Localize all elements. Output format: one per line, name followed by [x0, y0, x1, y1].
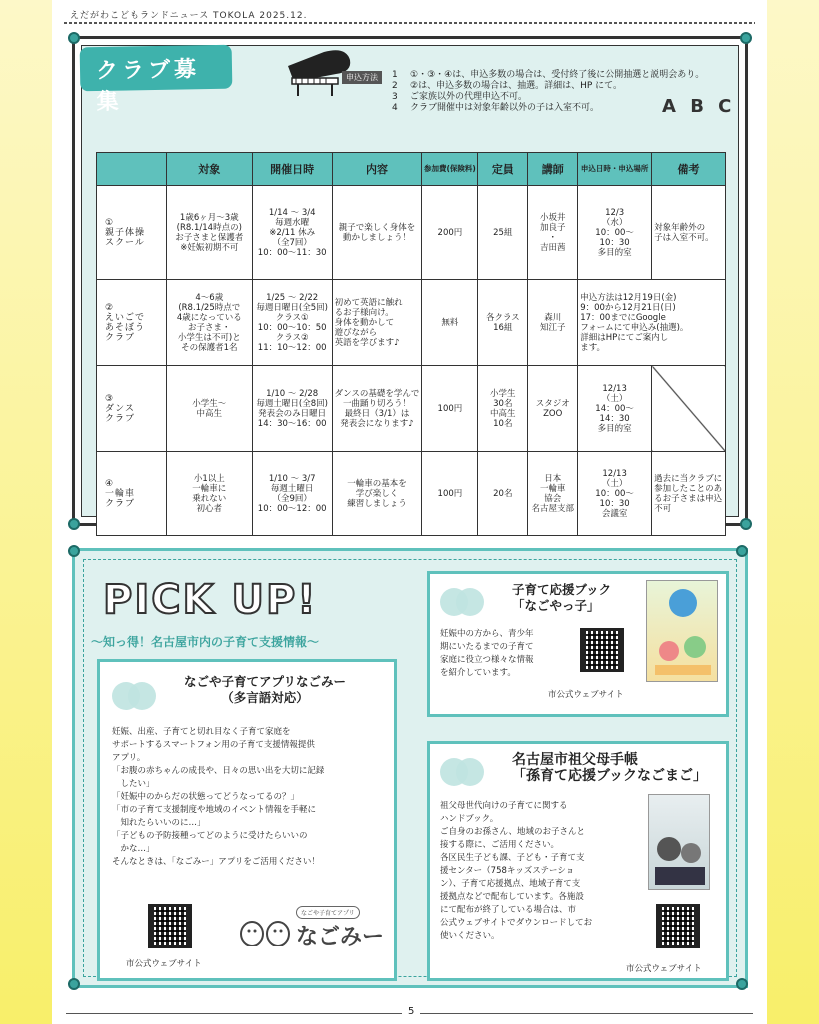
left-margin [0, 0, 52, 1024]
club-schedule: 1/25 ～ 2/22 毎週日曜日(全5回) クラス① 10：00～10：50 クラス② 11：10～12：00 [252, 280, 332, 366]
column-header: 参加費(保険料) [422, 153, 478, 186]
club-teacher: 日本 一輪車 協会 名古屋支部 [528, 452, 578, 536]
right-margin [767, 0, 819, 1024]
pin-icon [68, 545, 80, 557]
qr-code[interactable] [148, 904, 192, 948]
column-header: 定員 [478, 153, 528, 186]
club-content: 親子で楽しく身体を 動かしましょう！ [332, 186, 422, 280]
club-apply: 申込方法は12月19日(金) 9：00から12月21日(日) 17：00までにGoogle フォームにて申込み(抽選)。 詳細はHPにてご案内し ます。 [578, 280, 726, 366]
abc-decoration: A B C [662, 96, 736, 117]
nagoyakko-body: 妊娠中の方から、青少年 期にいたるまでの子育て 家庭に役立つ様々な情報 を紹介しています。 [440, 629, 534, 678]
header-divider [64, 22, 755, 24]
table-row [97, 452, 726, 536]
column-header: 申込日時・申込場所 [578, 153, 652, 186]
club-table [96, 152, 726, 536]
pin-icon [740, 518, 752, 530]
club-capacity: 各クラス 16組 [478, 280, 528, 366]
club-fee: 100円 [422, 366, 478, 452]
nagomago-book-card [427, 741, 729, 981]
circles-icon [440, 588, 486, 616]
apply-method-list [392, 70, 704, 114]
table-row [97, 366, 726, 452]
nagomi-app-card [97, 659, 397, 981]
method-item: 1 ①・③・④は、申込多数の場合は、受付終了後に公開抽選と説明会あり。 [392, 70, 705, 80]
club-note-empty [652, 366, 726, 452]
club-title: クラブ募集 [95, 57, 201, 116]
nagomago-title: 名古屋市祖父母手帳 「孫育て応援ブックなごまご」 [512, 752, 708, 784]
club-title-banner [80, 45, 233, 116]
club-capacity: 20名 [478, 452, 528, 536]
club-teacher: 小坂井 加良子 ・ 吉田茜 [528, 186, 578, 280]
nagoyakko-title: 子育て応援ブック 「なごやっ子」 [512, 582, 612, 613]
club-content: 初めて英語に触れ るお子様向け。 身体を動かして 遊びながら 英語を学びます♪ [332, 280, 422, 366]
table-header-row [97, 153, 726, 186]
nagomi-logo-tag: なごや子育てアプリ [296, 906, 360, 919]
pin-icon [68, 978, 80, 990]
club-content: 一輪車の基本を 学び楽しく 練習しましょう [332, 452, 422, 536]
club-name: ② えいごで あそぼう クラブ [97, 280, 167, 366]
page-number: 5 [402, 1006, 420, 1017]
qr-code[interactable] [580, 628, 624, 672]
club-apply: 12/13 （土） 14：00～ 14：30 多目的室 [578, 366, 652, 452]
method-item: 3 ご家族以外の代理申込不可。 [392, 92, 528, 102]
nagomi-title: なごや子育てアプリなごみー （多言語対応） [184, 674, 347, 705]
club-target: 1歳6ヶ月～3歳 (R8.1/14時点の) お子さまと保護者 ※妊娠初期不可 [166, 186, 252, 280]
qr-code[interactable] [656, 904, 700, 948]
club-target: 小学生～ 中高生 [166, 366, 252, 452]
piano-icon [284, 38, 354, 100]
club-name: ① 親子体操 スクール [97, 186, 167, 280]
pickup-section [72, 548, 748, 988]
newsletter-page [52, 0, 767, 1024]
apply-method-badge: 申込方法 [342, 71, 382, 84]
club-apply: 12/3 （水） 10：00～ 10：30 多目的室 [578, 186, 652, 280]
club-schedule: 1/10 ～ 2/28 毎週土曜日(全8回) 発表会のみ日曜日 14：30～16：00 [252, 366, 332, 452]
pin-icon [68, 518, 80, 530]
nagomago-book-cover [648, 794, 710, 890]
club-capacity: 25組 [478, 186, 528, 280]
club-fee: 無料 [422, 280, 478, 366]
table-row [97, 186, 726, 280]
pickup-title: PICK UP! [103, 577, 318, 623]
club-content: ダンスの基礎を学んで 一曲踊り切ろう！ 最終日（3/1）は 発表会になります♪ [332, 366, 422, 452]
column-header: 対象 [166, 153, 252, 186]
club-fee: 100円 [422, 452, 478, 536]
pin-icon [740, 32, 752, 44]
pin-icon [736, 978, 748, 990]
page-header: えだがわこどもランドニュース TOKOLA 2025.12. [70, 11, 308, 21]
penguin-icon [238, 916, 294, 946]
circles-icon [440, 758, 486, 786]
club-note: 過去に当クラブに 参加したことのあ るお子さまは申込 不可 [652, 452, 726, 536]
club-name: ③ ダンス クラブ [97, 366, 167, 452]
pin-icon [736, 545, 748, 557]
column-header: 講師 [528, 153, 578, 186]
nagoyakko-book-card [427, 571, 729, 717]
column-header: 内容 [332, 153, 422, 186]
website-label: 市公式ウェブサイト [626, 964, 702, 974]
club-capacity: 小学生 30名 中高生 10名 [478, 366, 528, 452]
club-target: 4～6歳 (R8.1/25時点で 4歳になっている お子さま・ 小学生は不可)と その保護者1名 [166, 280, 252, 366]
column-header: 備考 [652, 153, 726, 186]
club-note: 対象年齢外の 子は入室不可。 [652, 186, 726, 280]
club-name: ④ 一輪車 クラブ [97, 452, 167, 536]
club-fee: 200円 [422, 186, 478, 280]
pickup-subtitle: ～知っ得！名古屋市内の子育て支援情報～ [91, 635, 320, 649]
nagomi-body: 妊娠、出産、子育てと切れ目なく子育て家庭を サポートするスマートフォン用の子育て支援情報提供 アプリ。 「お腹の赤ちゃんの成長や、日々の思い出を大切に記録 したい」 「妊娠中のからだの状態ってどうなってるの？」 「市の子育て支援制度や地域のイベント情報を手軽に 知れたらいいのに…」 「子どもの予防接種ってどのように受けたらいいの かな…」 そんなときは、「なごみー」アプリをご活用ください！ [112, 727, 325, 867]
circles-icon [112, 682, 158, 710]
club-apply: 12/13 （土） 10：00～ 10：30 会議室 [578, 452, 652, 536]
club-schedule: 1/14 ～ 3/4 毎週水曜 ※2/11 休み （全7回） 10：00～11：30 [252, 186, 332, 280]
club-teacher: スタジオ ZOO [528, 366, 578, 452]
method-item: 2 ②は、申込多数の場合は、抽選。詳細は、HP にて。 [392, 81, 622, 91]
nagomago-body: 祖父母世代向けの子育てに関する ハンドブック。 ご自身のお孫さん、地域のお子さんと 接する際に、ご活用ください。 各区民生子ども課、子ども・子育て支 援センター（758キッズステーショ ン）、子育て応援拠点、地域子育て支 援拠点などで配布しています。各施設 にて配布が終了している場合は、市 公式ウェブサイトでダウンロードしてお 使いください。 [440, 801, 593, 941]
nagomi-logo: なごみー [296, 925, 385, 950]
column-header: 開催日時 [252, 153, 332, 186]
website-label: 市公式ウェブサイト [126, 959, 202, 969]
method-item: 4 クラブ開催中は対象年齢以外の子は入室不可。 [392, 103, 600, 113]
nagoyakko-book-cover [646, 580, 718, 682]
club-teacher: 森川 知江子 [528, 280, 578, 366]
table-row [97, 280, 726, 366]
pin-icon [68, 32, 80, 44]
club-schedule: 1/10 ～ 3/7 毎週土曜日 （全9回） 10：00～12：00 [252, 452, 332, 536]
website-label: 市公式ウェブサイト [548, 690, 624, 700]
club-target: 小1以上 一輪車に 乗れない 初心者 [166, 452, 252, 536]
